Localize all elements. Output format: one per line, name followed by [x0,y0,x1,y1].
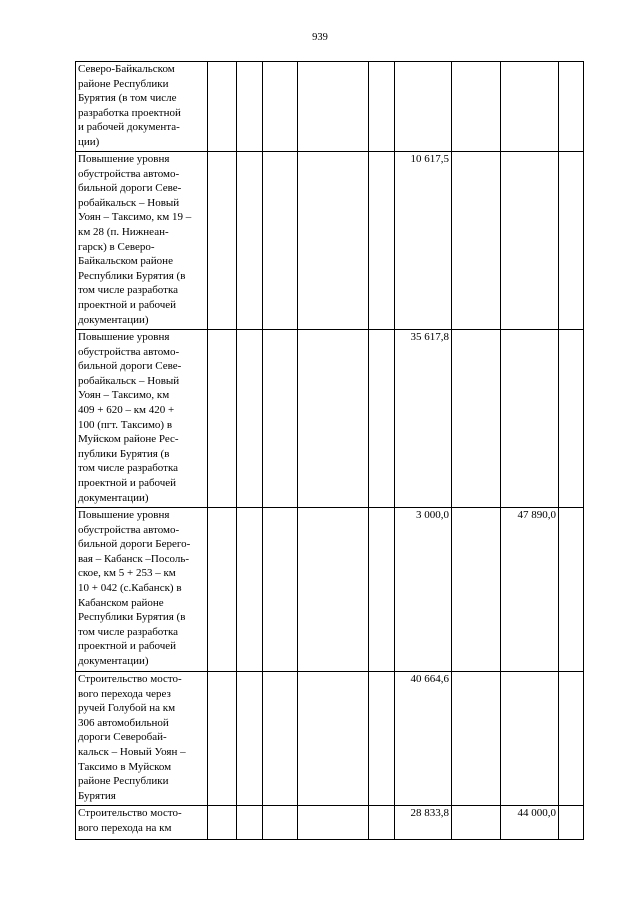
name-line: Байкальском районе [78,255,173,268]
empty-cell [452,330,501,508]
empty-cell [298,508,369,672]
name-line: Строительство мосто- [78,673,182,685]
empty-cell [263,508,298,672]
name-line: км 28 (п. Нижнеан- [78,225,169,238]
name-line: и рабочей документа- [78,121,180,134]
name-line: Муйском районе Рес- [78,433,179,446]
name-line: дороги Северобай- [78,731,167,744]
name-line: Северо-Байкальском [78,63,175,75]
empty-cell [369,330,395,508]
empty-cell [298,672,369,806]
name-line: проектной и рабочей [78,298,177,311]
empty-cell [298,62,369,152]
table-row [76,806,584,840]
amount-cell [395,62,452,152]
name-line: робайкальск – Новый [78,374,180,387]
name-line: 10 + 042 (с.Кабанск) в [78,581,182,594]
empty-cell [452,152,501,330]
amount-cell: 28 833,8 [395,806,452,840]
empty-cell [452,672,501,806]
table-row [76,62,584,152]
empty-cell [208,62,237,152]
amount-cell: 10 617,5 [395,152,452,330]
empty-cell [263,152,298,330]
empty-cell [208,806,237,840]
empty-cell [237,62,263,152]
table-row [76,330,584,508]
table-row [76,508,584,672]
empty-cell [263,330,298,508]
name-line: обустройства автомо- [78,167,180,180]
name-line: бильной дороги Севе- [78,360,182,373]
name-line: кальск – Новый Уоян – [78,745,186,758]
empty-cell [369,806,395,840]
name-cell [76,62,208,152]
name-cell [76,672,208,806]
empty-cell [298,152,369,330]
name-line: вого перехода через [78,687,171,700]
empty-cell [208,152,237,330]
name-line: районе Республики [78,77,169,90]
amount-cell: 44 000,0 [501,806,559,840]
amount-cell [501,330,559,508]
name-line: Строительство мосто- [78,807,182,819]
amount-cell [501,152,559,330]
name-line: районе Республики [78,775,169,788]
name-line: гарск) в Северо- [78,240,155,253]
empty-cell [208,672,237,806]
name-line: Кабанском районе [78,596,164,609]
name-line: Республики Бурятия (в [78,611,186,624]
empty-cell [559,62,584,152]
name-line: Республики Бурятия (в [78,269,186,282]
name-line: 409 + 620 – км 420 + [78,403,175,416]
name-line: том числе разработка [78,625,179,638]
name-line: 100 (пгт. Таксимо) в [78,418,173,431]
name-line: 306 автомобильной [78,716,169,729]
name-line: документации) [78,491,149,504]
amount-cell [501,62,559,152]
amount-cell: 47 890,0 [501,508,559,672]
empty-cell [237,806,263,840]
name-line: Бурятия [78,789,116,802]
name-line: ручей Голубой на км [78,702,176,715]
table-body [76,62,584,840]
table-row [76,672,584,806]
name-line: том числе разработка [78,462,179,475]
name-line: ское, км 5 + 253 – км [78,567,176,580]
name-cell [76,330,208,508]
empty-cell [237,672,263,806]
empty-cell [452,806,501,840]
name-cell [76,508,208,672]
name-line: бильной дороги Берего- [78,538,191,551]
name-cell [76,152,208,330]
name-cell [76,806,208,840]
empty-cell [369,672,395,806]
name-line: бильной дороги Севе- [78,182,182,195]
empty-cell [369,62,395,152]
name-line: разработка проектной [78,106,181,119]
empty-cell [237,330,263,508]
name-line: Уоян – Таксимо, км 19 – [78,211,192,224]
name-line: проектной и рабочей [78,640,177,653]
empty-cell [559,806,584,840]
empty-cell [263,672,298,806]
budget-table [75,61,584,840]
amount-cell [501,672,559,806]
name-line: вая – Кабанск –Посоль- [78,552,190,565]
empty-cell [298,806,369,840]
name-line: обустройства автомо- [78,345,180,358]
name-line: Таксимо в Муйском [78,760,172,773]
empty-cell [369,152,395,330]
empty-cell [452,62,501,152]
name-line: документации) [78,313,149,326]
name-line: Уоян – Таксимо, км [78,389,170,402]
empty-cell [559,508,584,672]
page-number: 939 [312,32,328,43]
table-row [76,152,584,330]
empty-cell [559,330,584,508]
name-line: Повышение уровня [78,331,170,343]
name-line: Бурятия (в том числе [78,92,177,105]
amount-cell: 40 664,6 [395,672,452,806]
empty-cell [452,508,501,672]
empty-cell [237,508,263,672]
empty-cell [298,330,369,508]
empty-cell [237,152,263,330]
empty-cell [559,672,584,806]
name-line: робайкальск – Новый [78,196,180,209]
amount-cell: 3 000,0 [395,508,452,672]
empty-cell [263,62,298,152]
name-line: обустройства автомо- [78,523,180,536]
amount-cell: 35 617,8 [395,330,452,508]
empty-cell [208,330,237,508]
name-line: ции) [78,135,100,148]
name-line: том числе разработка [78,284,179,297]
name-line: документации) [78,654,149,667]
name-line: Повышение уровня [78,153,170,165]
name-line: Повышение уровня [78,509,170,521]
empty-cell [559,152,584,330]
empty-cell [208,508,237,672]
name-line: публики Бурятия (в [78,447,170,460]
name-line: проектной и рабочей [78,476,177,489]
name-line: вого перехода на км [78,821,172,834]
empty-cell [369,508,395,672]
empty-cell [263,806,298,840]
